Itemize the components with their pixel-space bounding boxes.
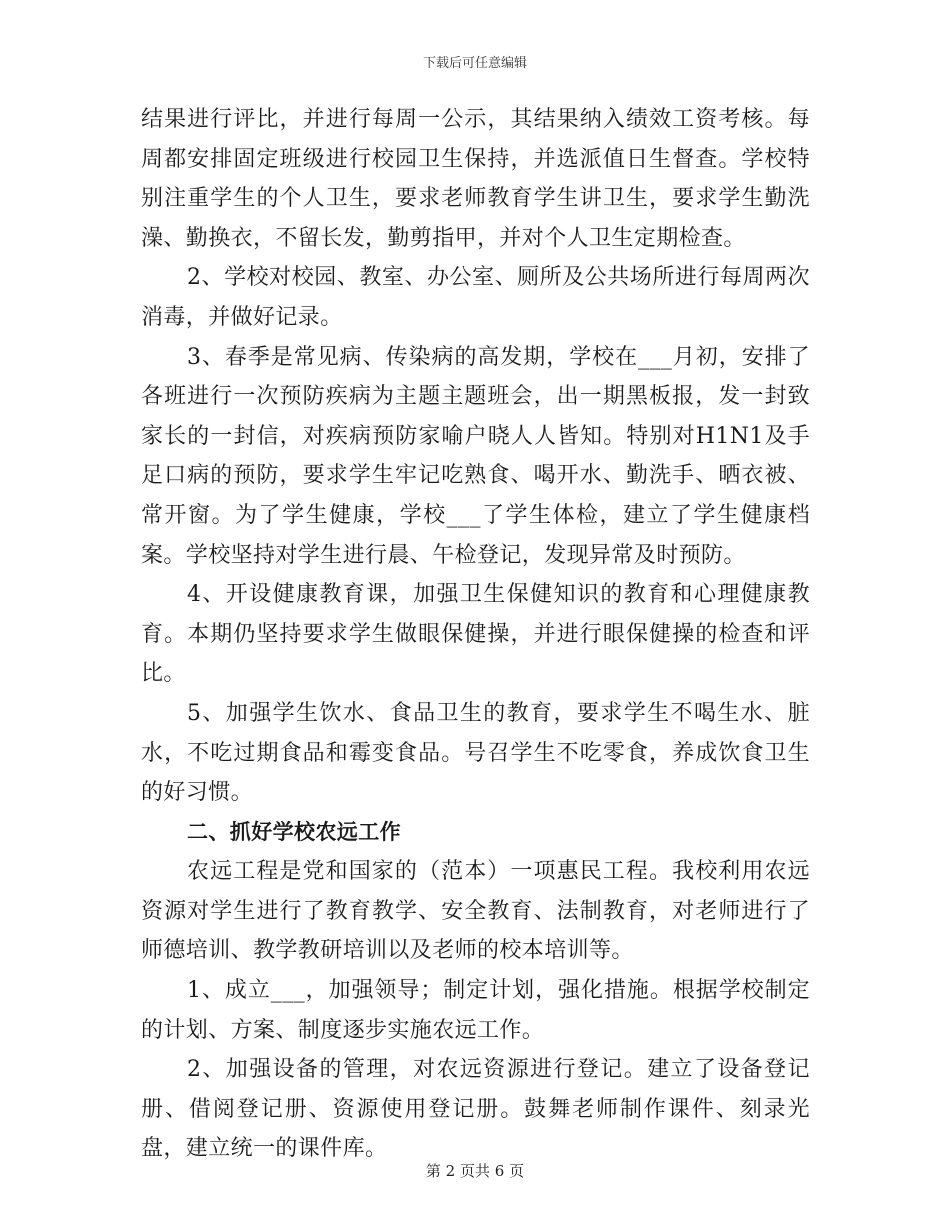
paragraph-section-intro: 农远工程是党和国家的（范本）一项惠民工程。我校利用农远资源对学生进行了教育教学、安全教育、法制教育，对老师进行了师德培训、教学教研培训以及老师的校本培训等。 — [141, 859, 810, 964]
paragraph-continuation: 结果进行评比，并进行每周一公示，其结果纳入绩效工资考核。每周都安排固定班级进行校园卫生保持，并选派值日生督查。学校特别注重学生的个人卫生，要求老师教育学生讲卫生，要求学生勤洗澡、勤换衣，不留长发，勤剪指甲，并对个人卫生定期检查。 — [141, 107, 810, 251]
document-body — [141, 100, 810, 1169]
paragraph-section-item-1: 1、成立___，加强领导；制定计划，强化措施。根据学校制定的计划、方案、制度逐步实施农远工作。 — [141, 978, 810, 1043]
paragraph-item-4: 4、开设健康教育课，加强卫生保健知识的教育和心理健康教育。本期仍坚持要求学生做眼保健操，并进行眼保健操的检查和评比。 — [141, 582, 810, 687]
page-header: 下载后可任意编辑 — [422, 56, 527, 71]
page-footer: 第 2 页共 6 页 — [425, 1162, 525, 1180]
paragraph-item-5: 5、加强学生饮水、食品卫生的教育，要求学生不喝生水、脏水，不吃过期食品和霉变食品。号召学生不吃零食，养成饮食卫生的好习惯。 — [141, 700, 810, 806]
paragraph-item-3: 3、春季是常见病、传染病的高发期，学校在___月初，安排了各班进行一次预防疾病为主题主题班会，出一期黑板报，发一封致家长的一封信，对疾病预防家喻户晓人人皆知。特别对H1N1及手足口病的预防，要求学生牢记吃熟食、喝开水、勤洗手、晒衣被、常开窗。为了学生健康，学校___了学生体检，建立了学生健康档案。学校坚持对学生进行晨、午检登记，发现异常及时预防。 — [141, 344, 810, 568]
section-heading: 二、抓好学校农远工作 — [187, 819, 401, 844]
paragraph-section-item-2: 2、加强设备的管理，对农远资源进行登记。建立了设备登记册、借阅登记册、资源使用登记册。鼓舞老师制作课件、刻录光盘，建立统一的课件库。 — [141, 1057, 810, 1162]
paragraph-item-2: 2、学校对校园、教室、办公室、厕所及公共场所进行每周两次消毒，并做好记录。 — [141, 265, 810, 330]
